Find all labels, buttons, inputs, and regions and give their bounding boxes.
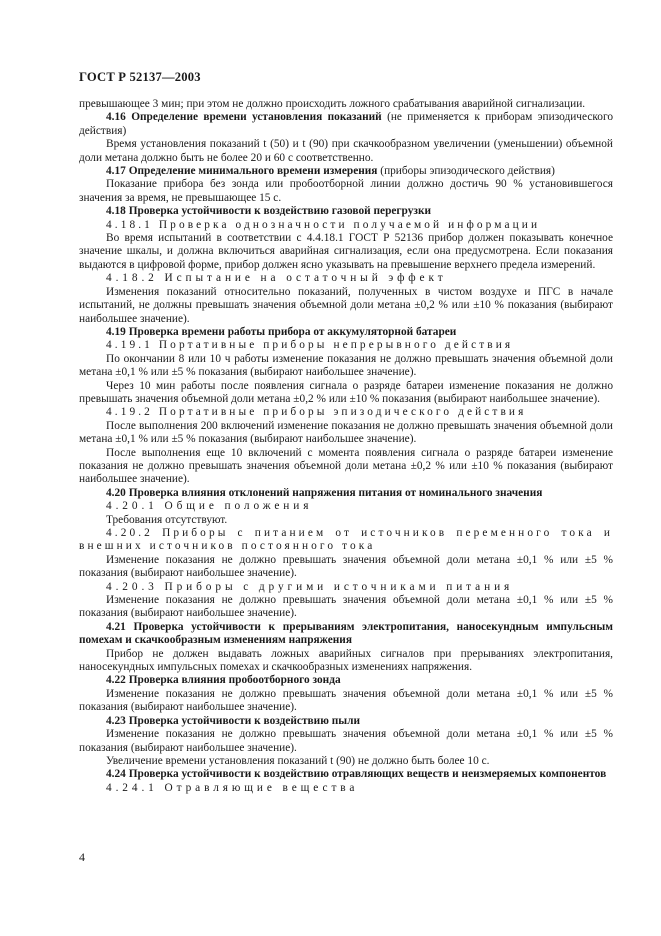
- paragraph: [79, 728, 613, 755]
- subsection-heading: 4.20.1 Общие положения: [106, 500, 313, 513]
- paragraph: [79, 755, 613, 768]
- section-heading: 4.18 Проверка устойчивости к воздействию газовой перегрузки: [106, 205, 432, 218]
- section-4-18: [79, 205, 613, 218]
- paragraph-text: После выполнения 200 включений изменение показания не должно превышать значения объемной доли метана ±0,1 % или ±5 % показания (выбирают наибольшее значение).: [79, 419, 613, 446]
- paragraph: [79, 353, 613, 380]
- paragraph-text: Показание прибора без зонда или пробоотборной линии должно достичь 90 % установившегося значения за время, не превышающее 15 с.: [79, 178, 613, 204]
- paragraph-text: Во время испытаний в соответствии с 4.4.18.1 ГОСТ Р 52136 прибор должен показывать конечное значение шкалы, и должна включиться аварийная сигнализация, если она предусмотрена. Если показания выдаются в цифровой форме, прибор должен ясно указывать на превышение верхнего предела измерений.: [79, 232, 613, 271]
- section-heading: 4.21 Проверка устойчивости к прерываниям электропитания, наносекундным импульсным помехам и скачкообразным изменениям напряжения: [79, 620, 613, 647]
- section-4-20: [79, 487, 613, 500]
- paragraph-text: Изменение показания не должно превышать значения объемной доли метана ±0,1 % или ±5 % показания (выбирают наибольшее значение).: [79, 594, 613, 620]
- section-heading: 4.23 Проверка устойчивости к воздействию пыли: [106, 714, 360, 727]
- subsection-4-20-1: [79, 500, 613, 513]
- paragraph: [79, 380, 613, 407]
- paragraph: [79, 138, 613, 165]
- section-4-22: [79, 674, 613, 687]
- paragraph: [79, 420, 613, 447]
- section-4-21: [79, 621, 613, 648]
- section-heading-note: (не применяется к приборам эпизодического действия): [79, 111, 614, 137]
- paragraph-text: По окончании 8 или 10 ч работы изменение показания не должно превышать значения объемной доли метана ±0,1 % или ±5 % показания (выбирают наибольшее значение).: [79, 352, 613, 379]
- section-4-17: [79, 165, 613, 178]
- paragraph: [79, 514, 613, 527]
- section-4-23: [79, 715, 613, 728]
- section-heading: 4.17 Определение минимального времени измерения: [106, 165, 378, 178]
- paragraph-text: Изменение показания не должно превышать значения объемной доли метана ±0,1 % или ±5 % показания (выбирают наибольшее значение).: [79, 687, 613, 714]
- subsection-heading: 4.19.1 Портативные приборы непрерывного действия: [106, 339, 514, 352]
- paragraph-text: превышающее 3 мин; при этом не должно происходить ложного срабатывания аварийной сигнализации.: [79, 98, 586, 110]
- paragraph: [79, 554, 613, 581]
- section-heading: 4.22 Проверка влияния пробоотборного зонда: [106, 674, 341, 687]
- document-body: [79, 98, 613, 795]
- paragraph-text: После выполнения еще 10 включений с момента появления сигнала о разряде батареи изменение показания не должно превышать значения объемной доли метана ±0,2 % или ±10 % показания (выбирают наибольшее значение).: [79, 446, 613, 486]
- subsection-4-18-1: [79, 219, 613, 232]
- section-heading-note: (приборы эпизодического действия): [377, 165, 555, 178]
- section-4-19: [79, 326, 613, 339]
- paragraph: [79, 594, 613, 621]
- paragraph-text: Время установления показаний t (50) и t (90) при скачкообразном увеличении (уменьшении) объемной доли метана должно быть не более 20 и 60 с соответственно.: [79, 138, 613, 164]
- paragraph: [79, 98, 613, 111]
- paragraph-text: Изменение показания не должно превышать значения объемной доли метана ±0,1 % или ±5 % показания (выбирают наибольшее значение).: [79, 553, 613, 580]
- section-heading: 4.20 Проверка влияния отклонений напряжения питания от номинального значения: [106, 486, 543, 499]
- subsection-4-18-2: [79, 272, 613, 285]
- paragraph: [79, 648, 613, 675]
- section-heading: 4.16 Определение времени установления показаний: [106, 111, 382, 124]
- subsection-heading: 4.24.1 Отравляющие вещества: [106, 781, 359, 794]
- subsection-heading: 4.18.1 Проверка однозначности получаемой информации: [106, 218, 541, 231]
- page-number: 4: [79, 850, 85, 864]
- subsection-heading: 4.19.2 Портативные приборы эпизодического действия: [106, 406, 527, 419]
- subsection-heading: 4.20.2 Приборы с питанием от источников переменного тока и внешних источников постоянного тока: [79, 527, 613, 553]
- subsection-4-20-3: [79, 581, 613, 594]
- paragraph-text: Изменения показаний относительно показаний, полученных в чистом воздухе и ПГС в начале испытаний, не должны превышать значения объемной доли метана ±0,2 % или ±10 % показания (выбирают наибольшее значение).: [79, 285, 613, 325]
- paragraph-text: Увеличение времени установления показаний t (90) не должно быть более 10 с.: [106, 754, 490, 767]
- subsection-4-20-2: [79, 527, 613, 554]
- subsection-4-24-1: [79, 782, 613, 795]
- section-4-16: [79, 111, 613, 138]
- paragraph: [79, 178, 613, 205]
- paragraph-text: Прибор не должен выдавать ложных аварийных сигналов при прерываниях электропитания, наносекундных импульсных помехах и скачкообразных изменениях напряжения.: [79, 647, 613, 674]
- paragraph-text: Требования отсутствуют.: [106, 513, 228, 526]
- paragraph: [79, 232, 613, 272]
- section-heading: 4.19 Проверка времени работы прибора от аккумуляторной батареи: [106, 325, 457, 338]
- paragraph-text: Через 10 мин работы после появления сигнала о разряде батареи изменение показания не должно превышать значения объемной доли метана ±0,2 % или ±10 % показания (выбирают наибольшее значение).: [79, 379, 613, 405]
- paragraph: [79, 286, 613, 326]
- section-heading: 4.24 Проверка устойчивости к воздействию отравляющих веществ и неизмеряемых компонентов: [106, 768, 607, 781]
- paragraph: [79, 447, 613, 487]
- document-header-title: ГОСТ Р 52137—2003: [79, 70, 201, 84]
- subsection-4-19-2: [79, 406, 613, 419]
- paragraph: [79, 688, 613, 715]
- paragraph-text: Изменение показания не должно превышать значения объемной доли метана ±0,1 % или ±5 % показания (выбирают наибольшее значение).: [79, 728, 613, 754]
- section-4-24: [79, 768, 613, 781]
- subsection-heading: 4.20.3 Приборы с другими источниками питания: [106, 580, 514, 593]
- subsection-heading: 4.18.2 Испытание на остаточный эффект: [106, 272, 447, 285]
- subsection-4-19-1: [79, 339, 613, 352]
